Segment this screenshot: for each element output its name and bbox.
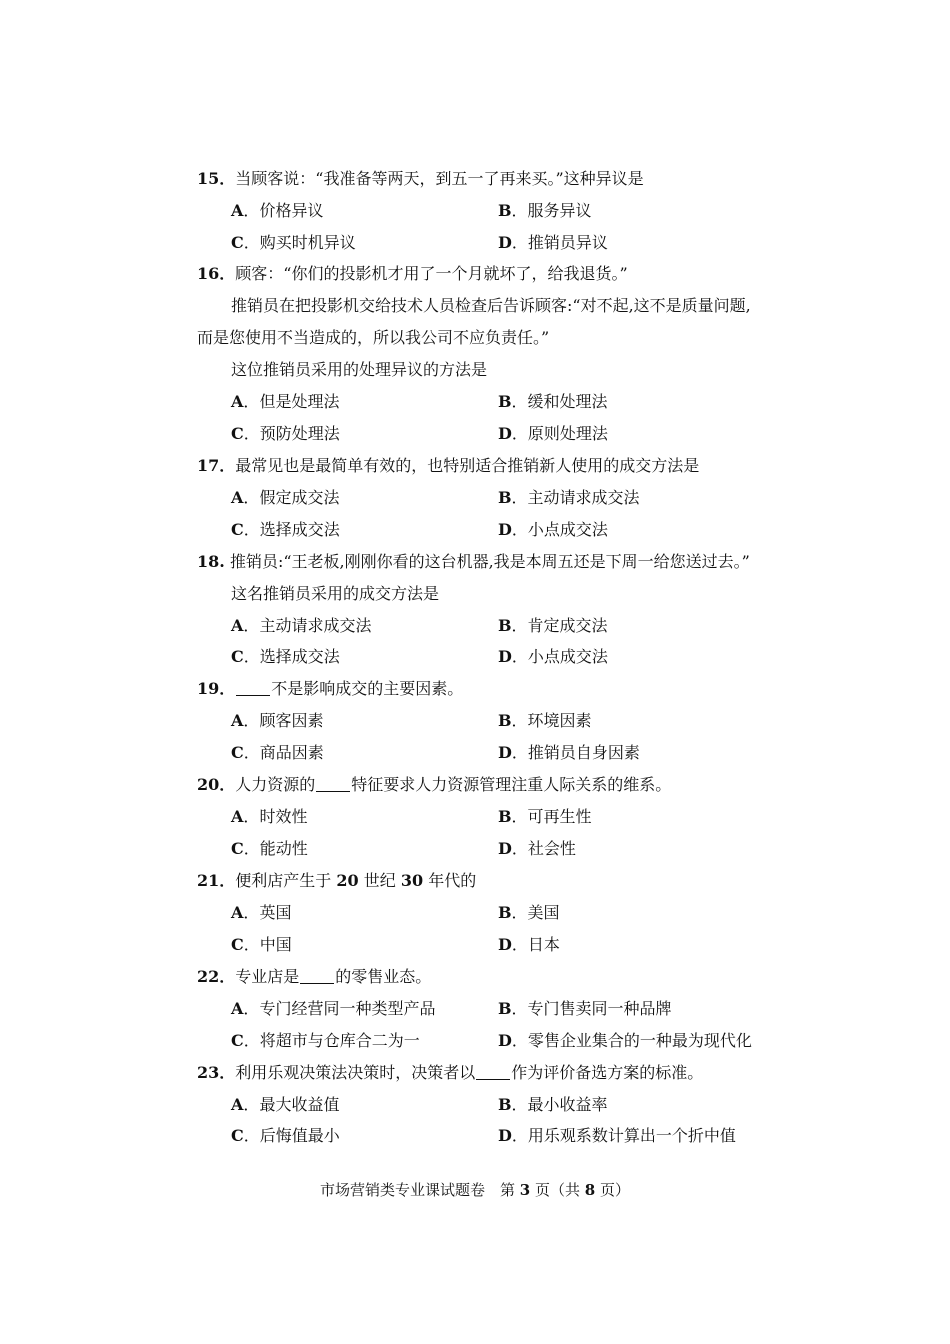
q21-option-c: C．中国 <box>231 935 292 954</box>
question-16-text-2: 推销员在把投影机交给技术人员检查后告诉顾客:“对不起,这不是质量问题, <box>231 296 751 315</box>
q15-option-b: B．服务异议 <box>498 201 592 220</box>
q17-option-c: C．选择成交法 <box>231 520 340 539</box>
question-19: 19． 不是影响成交的主要因素。 <box>197 679 464 698</box>
q22-option-b: B．专门售卖同一种品牌 <box>498 999 672 1018</box>
q16-option-a: A．但是处理法 <box>231 392 340 411</box>
answer-blank <box>236 681 270 696</box>
q18-option-a: A．主动请求成交法 <box>231 616 372 635</box>
q21-option-a: A．英国 <box>231 903 292 922</box>
q23-option-b: B．最小收益率 <box>498 1095 608 1114</box>
question-17: 17．最常见也是最简单有效的，也特别适合推销新人使用的成交方法是 <box>197 456 700 475</box>
q19-option-b: B．环境因素 <box>498 711 592 730</box>
question-16: 16．顾客：“你们的投影机才用了一个月就坏了，给我退货。” <box>197 264 628 283</box>
question-15: 15．当顾客说：“我准备等两天，到五一了再来买。”这种异议是 <box>197 169 644 188</box>
q18-option-c: C．选择成交法 <box>231 647 340 666</box>
answer-blank <box>476 1065 510 1080</box>
question-21: 21．便利店产生于 20 世纪 30 年代的 <box>197 871 477 890</box>
q16-option-b: B．缓和处理法 <box>498 392 608 411</box>
q15-option-d: D．推销员异议 <box>498 233 608 252</box>
q20-option-a: A．时效性 <box>231 807 308 826</box>
q22-option-a: A．专门经营同一种类型产品 <box>231 999 436 1018</box>
answer-blank <box>300 969 334 984</box>
answer-blank <box>316 777 350 792</box>
q16-option-c: C．预防处理法 <box>231 424 340 443</box>
q18-option-d: D．小点成交法 <box>498 647 608 666</box>
q16-option-d: D．原则处理法 <box>498 424 608 443</box>
q17-option-a: A．假定成交法 <box>231 488 340 507</box>
q17-option-b: B．主动请求成交法 <box>498 488 640 507</box>
q21-option-d: D．日本 <box>498 935 560 954</box>
question-18: 18. 推销员:“王老板,刚刚你看的这台机器,我是本周五还是下周一给您送过去。” <box>197 552 750 571</box>
q23-option-c: C．后悔值最小 <box>231 1126 340 1145</box>
q18-option-b: B．肯定成交法 <box>498 616 608 635</box>
q19-option-a: A．顾客因素 <box>231 711 324 730</box>
q19-option-c: C．商品因素 <box>231 743 324 762</box>
q21-option-b: B．美国 <box>498 903 560 922</box>
question-18-text-2: 这名推销员采用的成交方法是 <box>231 584 440 603</box>
q15-option-a: A．价格异议 <box>231 201 324 220</box>
question-20: 20．人力资源的 特征要求人力资源管理注重人际关系的维系。 <box>197 775 672 794</box>
q23-option-d: D．用乐观系数计算出一个折中值 <box>498 1126 736 1145</box>
question-16-text-3: 而是您使用不当造成的，所以我公司不应负责任。” <box>197 328 550 347</box>
question-16-text-4: 这位推销员采用的处理异议的方法是 <box>231 360 488 379</box>
q15-option-c: C．购买时机异议 <box>231 233 356 252</box>
question-23: 23．利用乐观决策法决策时，决策者以 作为评价备选方案的标准。 <box>197 1063 704 1082</box>
q20-option-d: D．社会性 <box>498 839 576 858</box>
question-22: 22．专业店是 的零售业态。 <box>197 967 432 986</box>
q20-option-c: C．能动性 <box>231 839 308 858</box>
q23-option-a: A．最大收益值 <box>231 1095 340 1114</box>
q22-option-c: C．将超市与仓库合二为一 <box>231 1031 420 1050</box>
q19-option-d: D．推销员自身因素 <box>498 743 640 762</box>
q20-option-b: B．可再生性 <box>498 807 592 826</box>
page-footer: 市场营销类专业课试题卷 第 3 页（共 8 页） <box>319 1181 631 1199</box>
q17-option-d: D．小点成交法 <box>498 520 608 539</box>
q22-option-d: D．零售企业集合的一种最为现代化 <box>498 1031 752 1050</box>
